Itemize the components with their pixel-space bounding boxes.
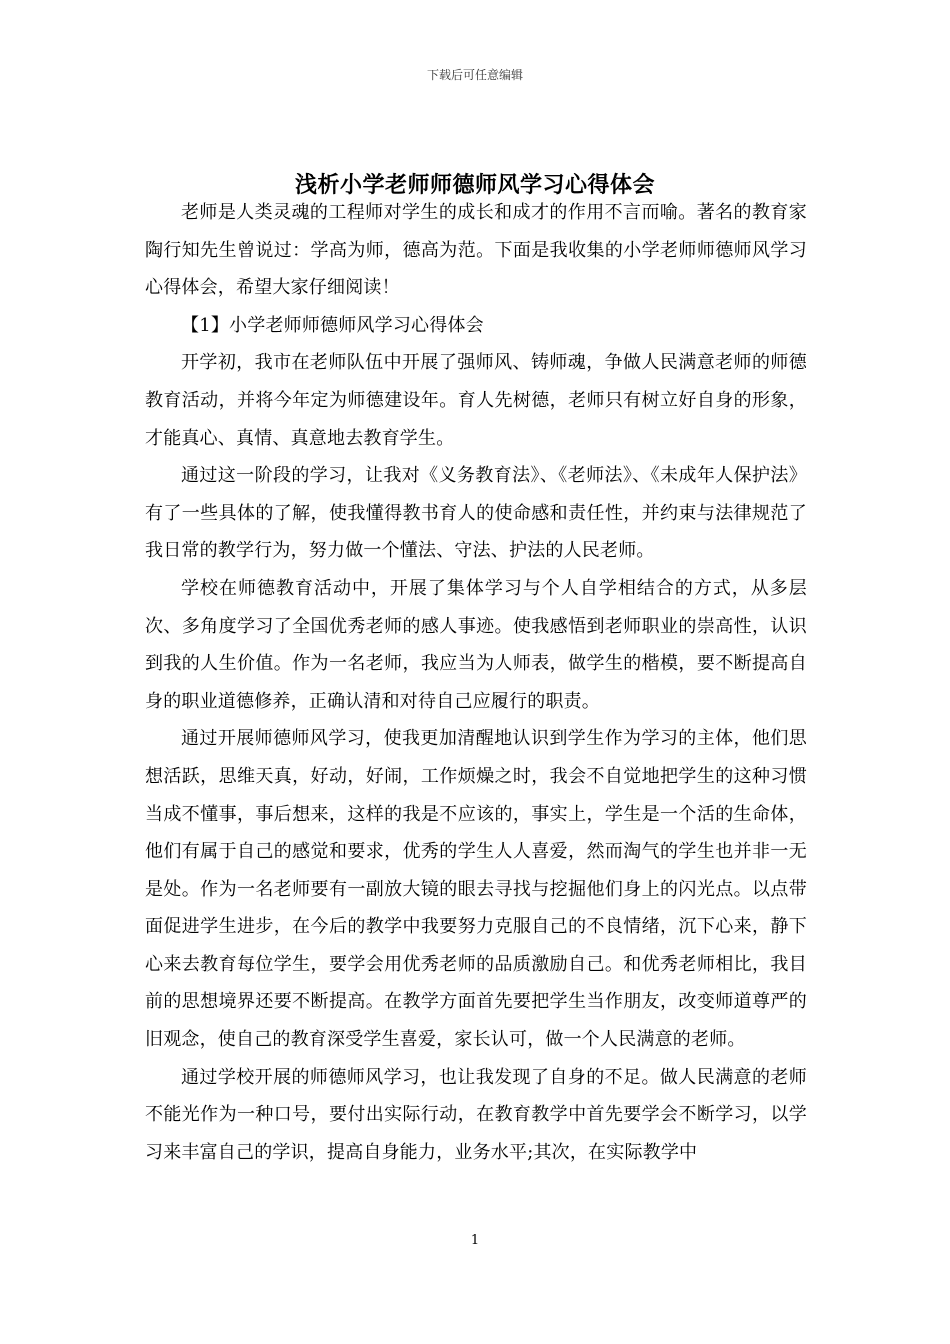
- paragraph: 学校在师德教育活动中，开展了集体学习与个人自学相结合的方式，从多层次、多角度学习了全国优秀老师的感人事迹。使我感悟到老师职业的崇高性，认识到我的人生价值。作为一名老师，我应当为人师表，做学生的楷模，要不断提高自身的职业道德修养，正确认清和对待自己应履行的职责。: [145, 577, 807, 712]
- page-number: 1: [470, 1233, 480, 1248]
- paragraph: 通过学校开展的师德师风学习，也让我发现了自身的不足。做人民满意的老师不能光作为一种口号，要付出实际行动，在教育教学中首先要学会不断学习，以学习来丰富自己的学识，提高自身能力，业务水平;其次，在实际教学中: [145, 1066, 807, 1163]
- paragraph: 通过开展师德师风学习，使我更加清醒地认识到学生作为学习的主体，他们思想活跃，思维天真，好动，好闹，工作烦燥之时，我会不自觉地把学生的这种习惯当成不懂事，事后想来，这样的我是不应该的，事实上，学生是一个活的生命体，他们有属于自己的感觉和要求，优秀的学生人人喜爱，然而淘气的学生也并非一无是处。作为一名老师要有一副放大镜的眼去寻找与挖掘他们身上的闪光点。以点带面促进学生进步，在今后的教学中我要努力克服自己的不良情绪，沉下心来，静下心来去教育每位学生，要学会用优秀老师的品质激励自己。和优秀老师相比，我目前的思想境界还要不断提高。在教学方面首先要把学生当作朋友，改变师道尊严的旧观念，使自己的教育深受学生喜爱，家长认可，做一个人民满意的老师。: [145, 728, 807, 1051]
- paragraph: 通过这一阶段的学习，让我对《义务教育法》、《老师法》、《未成年人保护法》有了一些具体的了解，使我懂得教书育人的使命感和责任性，并约束与法律规范了我日常的教学行为，努力做一个懂法、守法、护法的人民老师。: [145, 465, 807, 562]
- paragraph-intro: 老师是人类灵魂的工程师对学生的成长和成才的作用不言而喻。著名的教育家陶行知先生曾说过：学高为师，德高为范。下面是我收集的小学老师师德师风学习心得体会，希望大家仔细阅读！: [145, 202, 807, 299]
- paragraph: 开学初，我市在老师队伍中开展了强师风、铸师魂，争做人民满意老师的师德教育活动，并将今年定为师德建设年。育人先树德，老师只有树立好自身的形象，才能真心、真情、真意地去教育学生。: [145, 352, 807, 449]
- document-body: [145, 194, 807, 1171]
- section-heading: 【1】小学老师师德师风学习心得体会: [181, 314, 484, 336]
- header-note: 下载后可任意编辑: [426, 68, 523, 82]
- document-title: 浅析小学老师师德师风学习心得体会: [294, 171, 655, 198]
